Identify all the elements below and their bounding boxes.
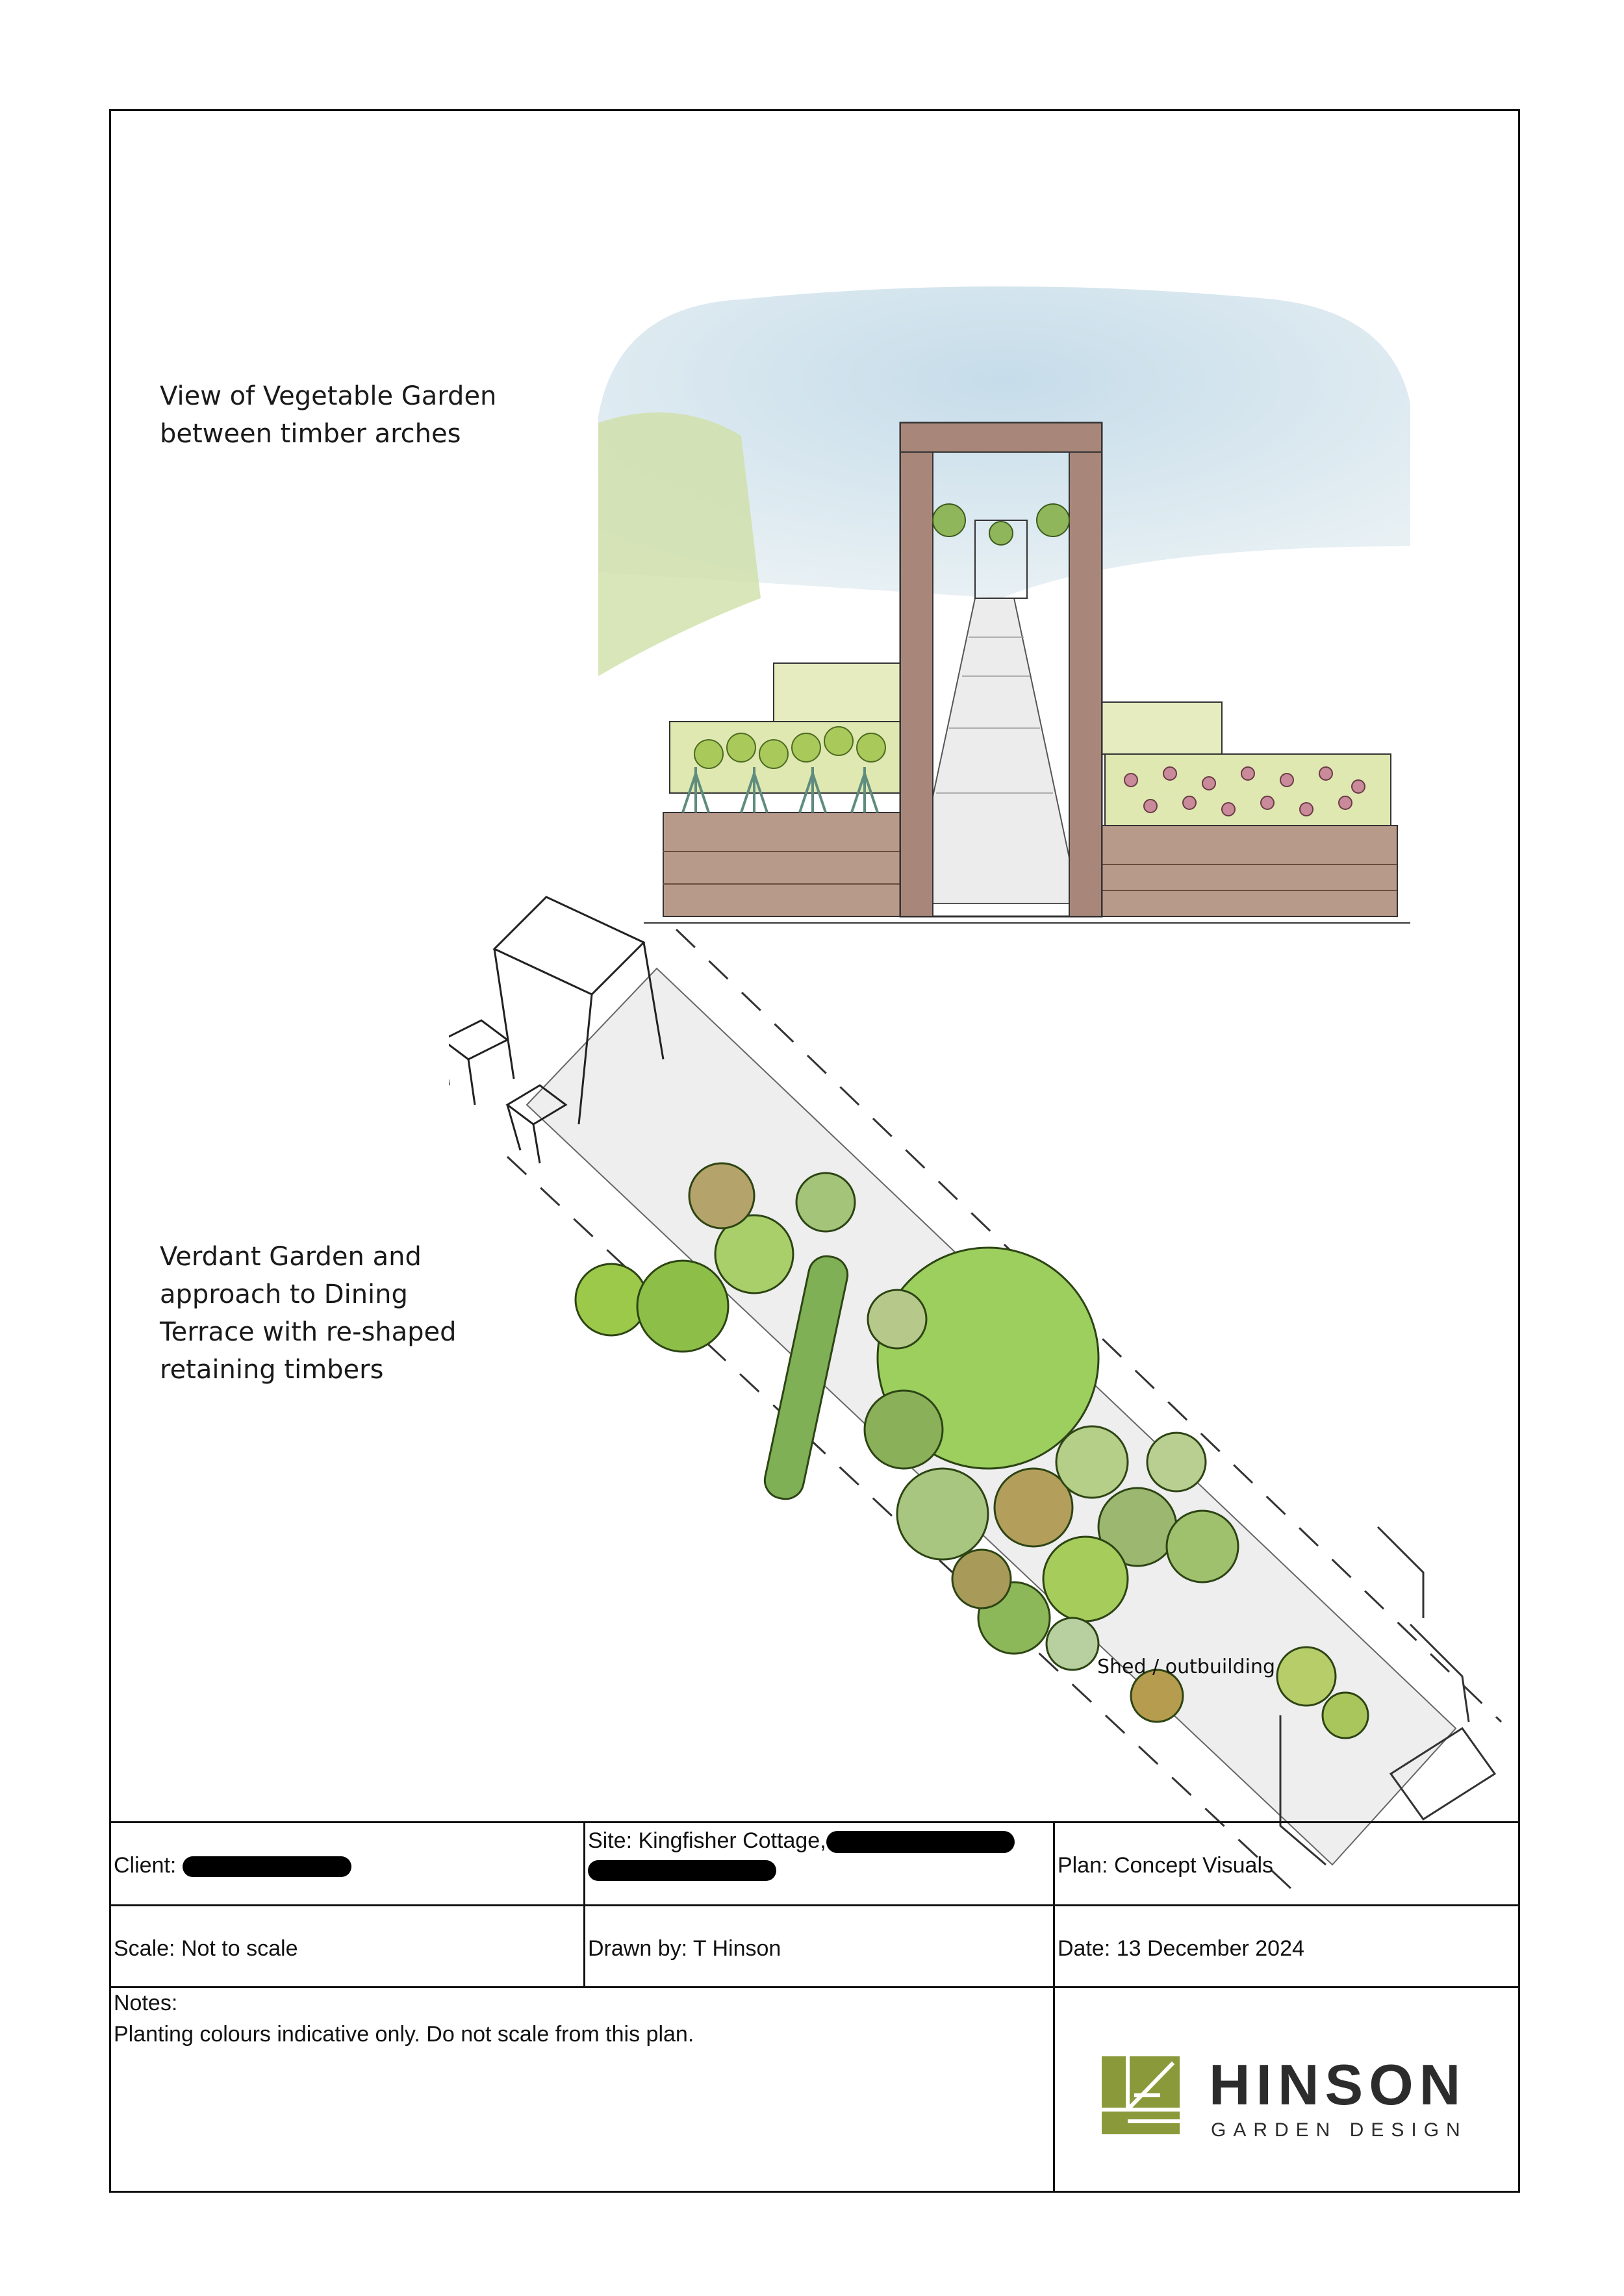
site-label: Site: Kingfisher Cottage, [588, 1828, 826, 1853]
brand-tagline: GARDEN DESIGN [1211, 2119, 1467, 2141]
verdant-garden-sketch [449, 890, 1553, 1891]
notes-cell [111, 1988, 1053, 2193]
drawing-sheet [109, 109, 1520, 2193]
notes-text: Planting colours indicative only. Do not scale from this plan. [114, 2022, 694, 2047]
site-cell [583, 1823, 1053, 1904]
notes-label: Notes: [114, 1991, 178, 2015]
client-label: Client: [114, 1853, 177, 1878]
drawn-by-cell [583, 1906, 1053, 1986]
vegetable-garden-sketch [546, 208, 1560, 936]
title-block-row-2 [111, 1904, 1518, 1986]
brand-name: HINSON [1209, 2052, 1467, 2117]
redaction-site-line-2 [588, 1860, 776, 1881]
scale-cell [111, 1906, 583, 1986]
title-block-row-1 [111, 1821, 1518, 1904]
hinson-leaf-logo-icon [1102, 2056, 1180, 2134]
plan-cell [1053, 1823, 1520, 1904]
redaction-client [183, 1856, 351, 1877]
caption-verdant-garden: Verdant Garden and approach to Dining Terrace with re-shaped retaining timbers [160, 1242, 457, 1385]
shed-label: Shed / outbuilding [1097, 1656, 1276, 1678]
date-cell [1053, 1906, 1520, 1986]
redaction-site-line-1 [826, 1831, 1015, 1853]
date-text: Date: 13 December 2024 [1058, 1936, 1304, 1961]
drawn-by-text: Drawn by: T Hinson [588, 1936, 781, 1961]
scale-text: Scale: Not to scale [114, 1936, 298, 1961]
client-cell [111, 1823, 583, 1904]
caption-vegetable-garden: View of Vegetable Garden between timber arches [160, 381, 497, 449]
plan-text: Plan: Concept Visuals [1058, 1853, 1274, 1878]
